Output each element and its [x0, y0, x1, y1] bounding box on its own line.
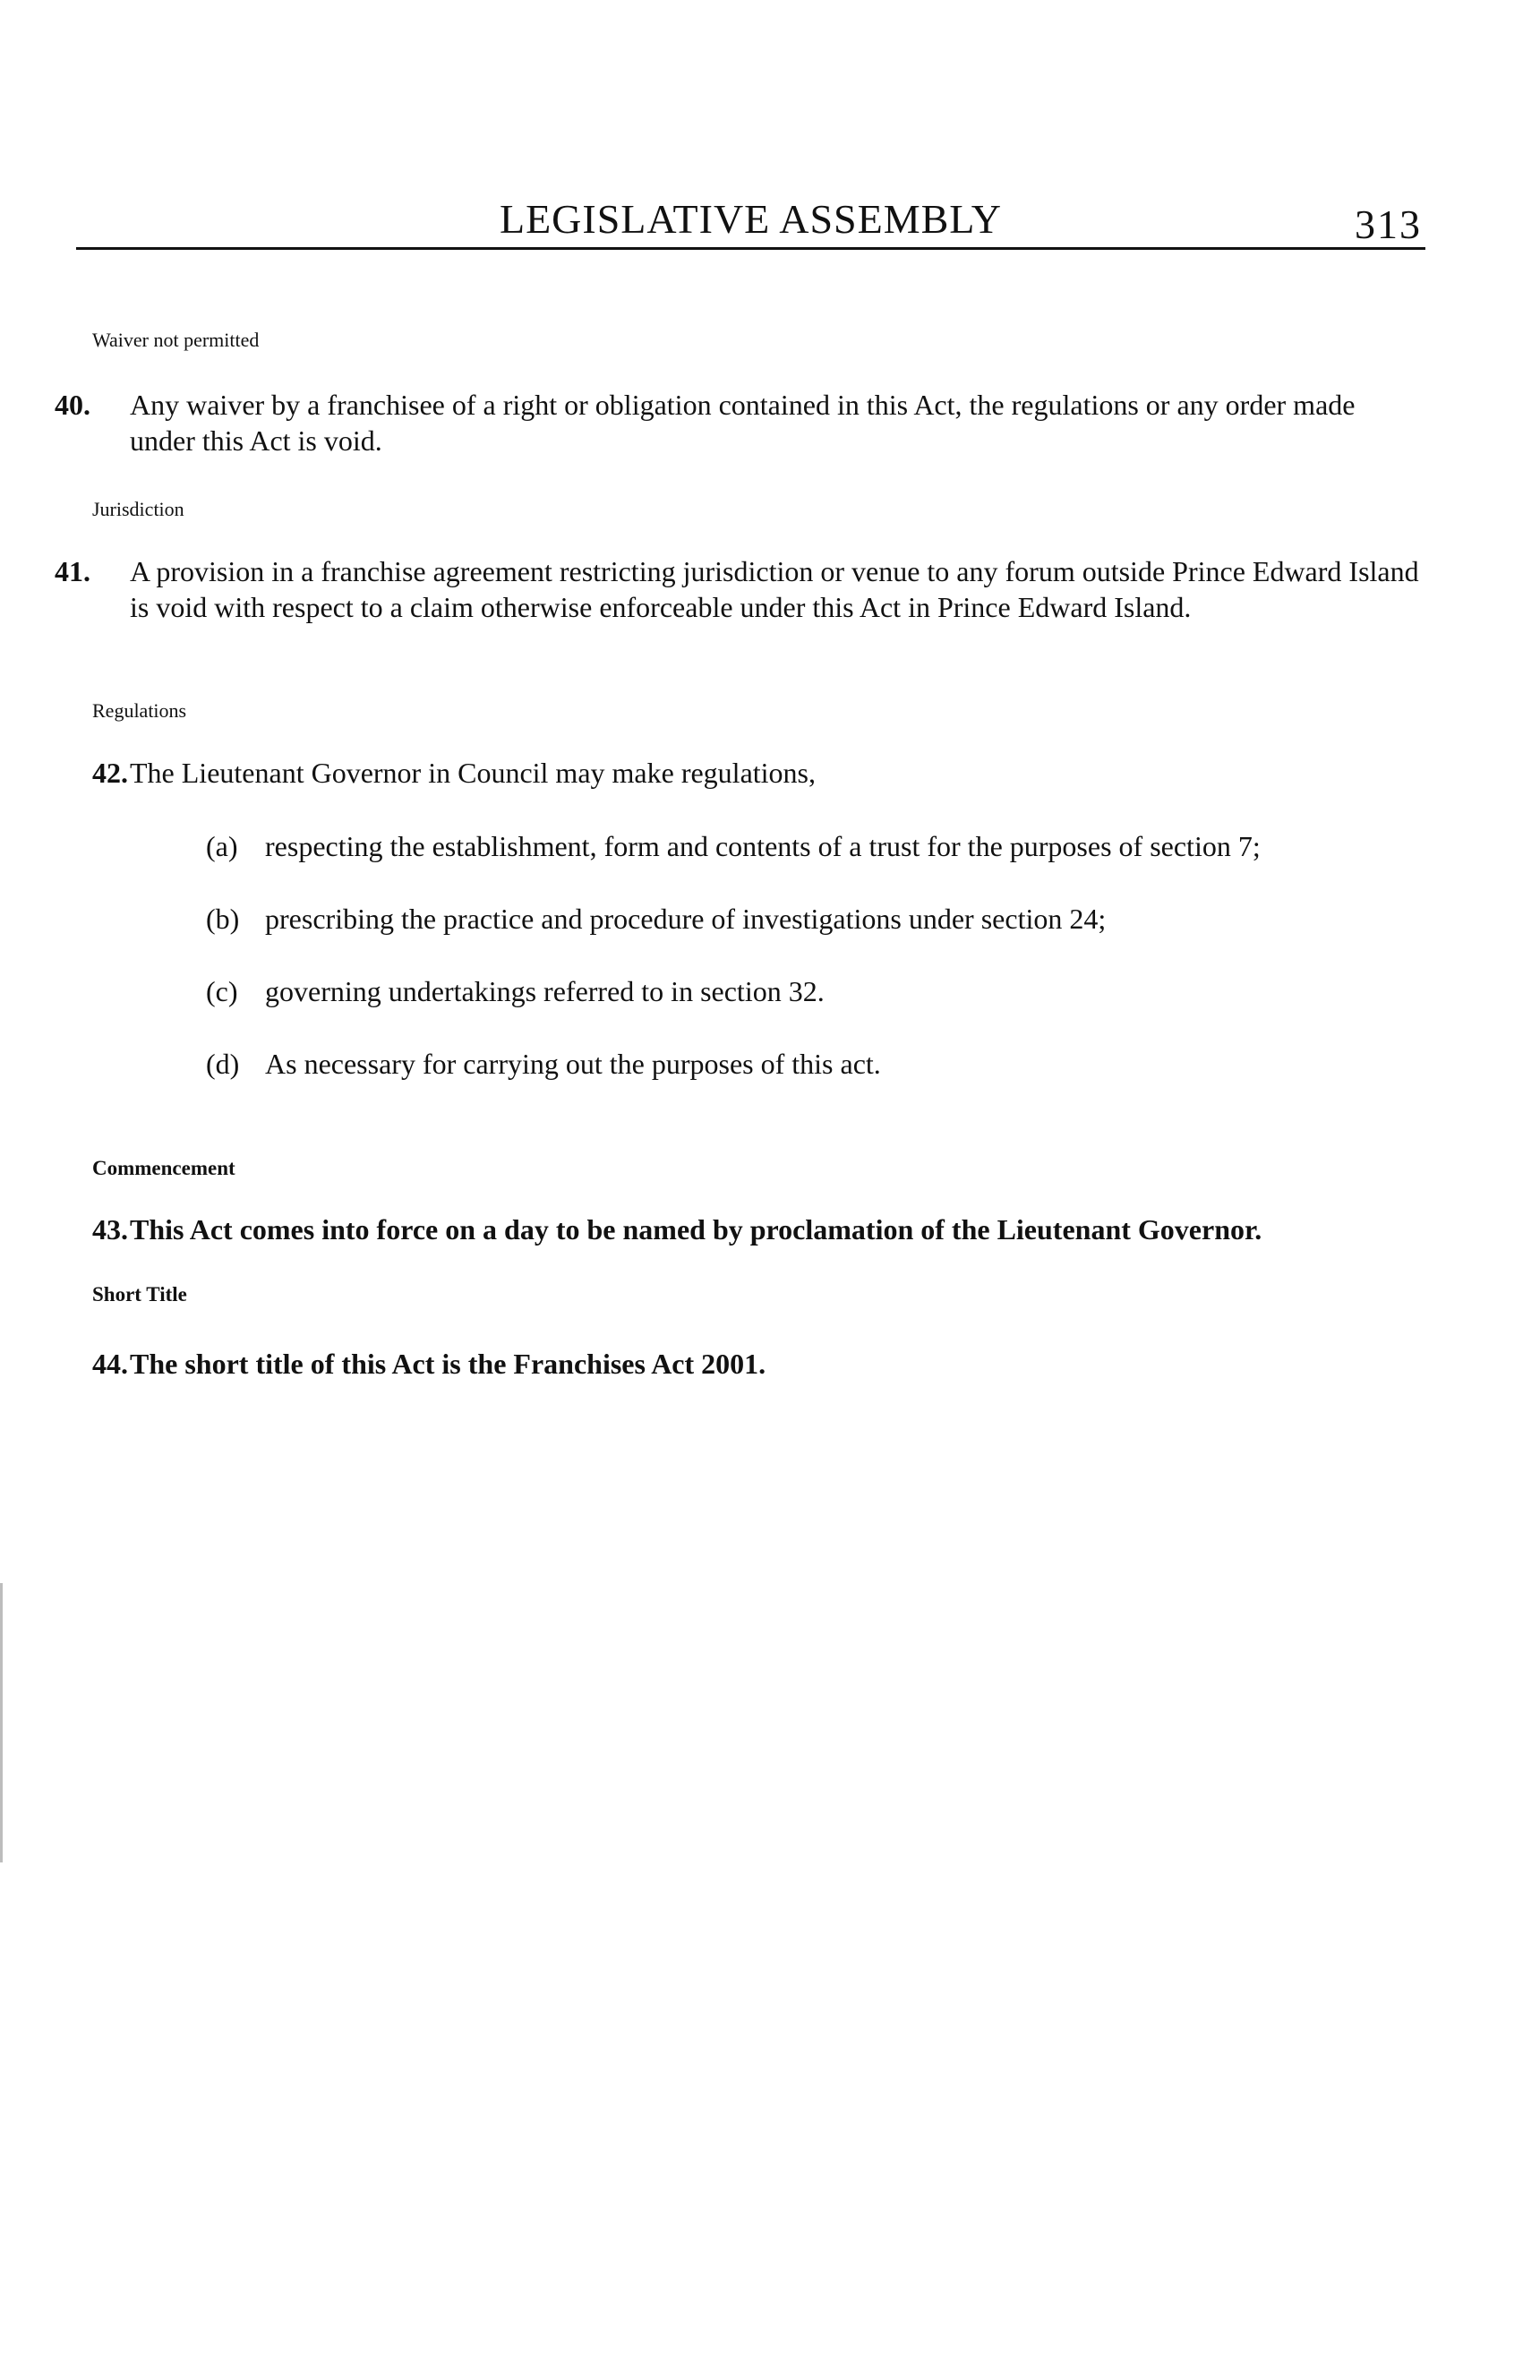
page-number: 313: [1355, 201, 1422, 247]
paragraph-label: (c): [206, 975, 238, 1007]
margin-note-regulations: Regulations: [92, 699, 187, 722]
paragraph-label: (d): [206, 1048, 240, 1080]
section-text: Any waiver by a franchisee of a right or obligation contained in this Act, the regulations or any order made under this Act is void.: [130, 389, 1356, 457]
section-number: 41.: [55, 555, 90, 587]
margin-note-jurisdiction: Jurisdiction: [92, 498, 184, 520]
section-text: The Lieutenant Governor in Council may make regulations,: [130, 757, 816, 789]
margin-note-short-title: Short Title: [92, 1283, 187, 1306]
paragraph-text: As necessary for carrying out the purposes of this act.: [265, 1048, 881, 1080]
section-40: [55, 387, 1426, 458]
paragraph-label: (a): [206, 830, 238, 862]
section-41: [55, 553, 1426, 625]
section-43: [92, 1211, 1426, 1247]
scan-edge-mark: [0, 1583, 3, 1862]
paragraph-label: (b): [206, 903, 240, 935]
paragraph-a: [206, 828, 1261, 864]
running-header: [76, 195, 1425, 250]
section-text: The short title of this Act is the Franchises Act 2001.: [130, 1348, 766, 1380]
paragraph-b: [206, 901, 1106, 937]
header-title: LEGISLATIVE ASSEMBLY: [499, 196, 1003, 242]
margin-note-waiver: Waiver not permitted: [92, 329, 260, 351]
paragraph-c: [206, 973, 825, 1009]
section-44: [92, 1346, 1426, 1382]
margin-note-commencement: Commencement: [92, 1157, 235, 1179]
section-number: 42.: [92, 757, 128, 789]
section-text: This Act comes into force on a day to be named by proclamation of the Lieutenant Governor.: [130, 1213, 1262, 1246]
section-text: A provision in a franchise agreement restricting jurisdiction or venue to any forum outside Prince Edward Island is void with respect to a claim otherwise enforceable under this Act in Prince Edward Island.: [130, 555, 1419, 623]
section-number: 44.: [92, 1348, 128, 1380]
section-number: 40.: [55, 389, 90, 421]
paragraph-text: governing undertakings referred to in section 32.: [265, 975, 825, 1007]
paragraph-text: prescribing the practice and procedure of investigations under section 24;: [265, 903, 1107, 935]
section-number: 43.: [92, 1213, 128, 1246]
paragraph-text: respecting the establishment, form and contents of a trust for the purposes of section 7;: [265, 830, 1261, 862]
section-42: [92, 755, 1426, 791]
paragraph-d: [206, 1046, 881, 1082]
